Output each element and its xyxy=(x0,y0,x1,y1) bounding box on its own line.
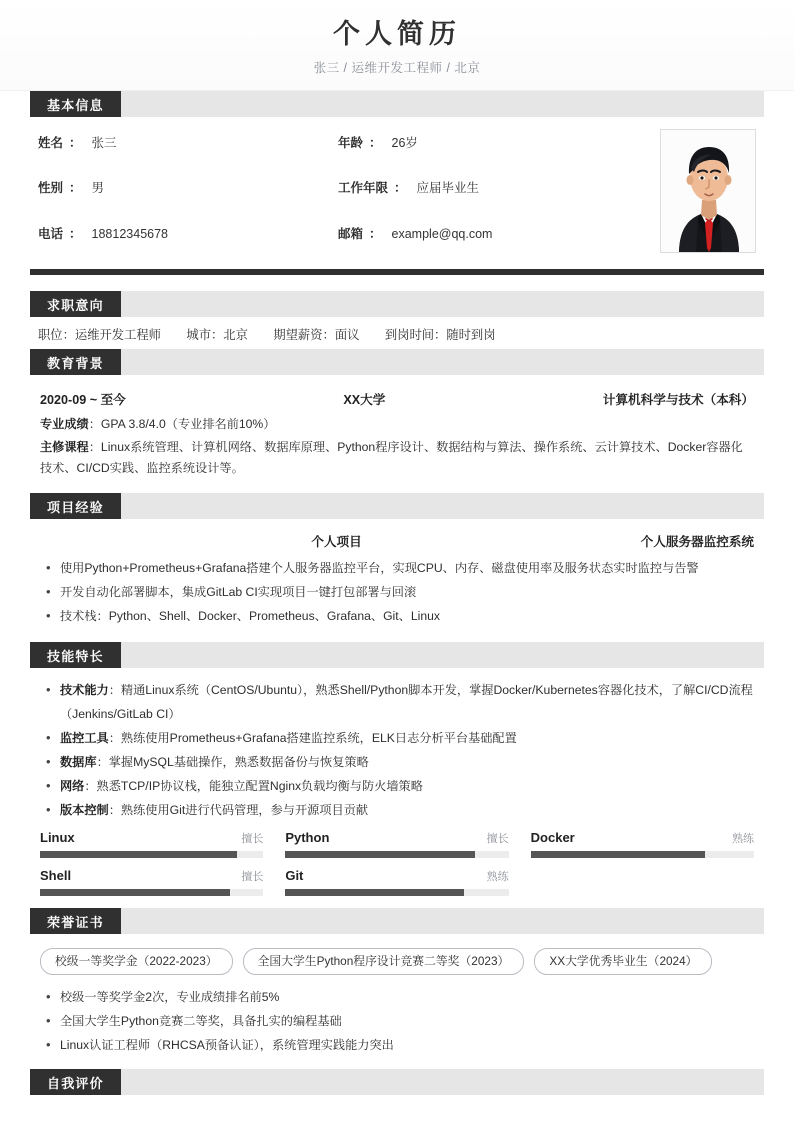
skill-bar-level: 擅长 xyxy=(486,833,509,845)
list-item xyxy=(60,774,756,798)
field-email-value: example@qq.com xyxy=(391,226,493,241)
field-gender xyxy=(38,180,338,207)
skill-bar-head xyxy=(531,830,754,846)
skill-label: 技术能力 xyxy=(60,683,109,697)
skill-bullets xyxy=(38,678,756,822)
basic-info-grid xyxy=(38,129,660,253)
status-badge: XX大学优秀毕业生（2024） xyxy=(534,948,712,975)
section-title-education: 教育背景 xyxy=(30,349,121,375)
skill-bar-fill xyxy=(40,851,237,858)
section-header-project xyxy=(30,493,764,519)
skill-bar-linux xyxy=(40,830,263,858)
skill-bar-docker xyxy=(531,830,754,858)
section-header-intent xyxy=(30,291,764,317)
section-title-skills: 技能特长 xyxy=(30,642,121,668)
field-experience xyxy=(338,180,660,207)
honors-block xyxy=(30,934,764,1063)
skill-text: ：掌握MySQL基础操作，熟悉数据备份与恢复策略 xyxy=(96,755,369,769)
intent-city: 城市：北京 xyxy=(186,328,248,342)
honor-bullets xyxy=(38,985,756,1057)
list-item: • Linux认证工程师（RHCSA预备认证），系统管理实践能力突出 xyxy=(60,1033,756,1057)
project-block xyxy=(30,519,764,634)
skill-bar-level: 擅长 xyxy=(241,871,264,883)
field-gender-label: 性别 xyxy=(38,181,64,196)
field-gender-sep: ： xyxy=(69,181,82,196)
honor-chip-list xyxy=(38,940,756,983)
section-header-honors xyxy=(30,908,764,934)
basic-info-block xyxy=(30,117,764,263)
list-item: • 全国大学生Python竞赛二等奖，具备扎实的编程基础 xyxy=(60,1009,756,1033)
list-item: • 开发自动化部署脚本，集成GitLab CI实现项目一键打包部署与回滚 xyxy=(60,580,756,604)
skill-bar-track xyxy=(285,851,508,858)
section-title-project: 项目经验 xyxy=(30,493,121,519)
list-item xyxy=(60,726,756,750)
list-item xyxy=(60,798,756,822)
skill-bar-python xyxy=(285,830,508,858)
education-gpa-value: ：GPA 3.8/4.0（专业排名前10%） xyxy=(88,417,276,431)
skill-bar-head xyxy=(40,868,263,884)
skill-bar-fill xyxy=(285,889,464,896)
project-name: 个人项目 xyxy=(311,535,362,549)
skill-bar-empty-slot xyxy=(531,868,754,896)
field-name-sep: ： xyxy=(69,136,82,150)
education-courses xyxy=(38,437,756,479)
field-gender-value: 男 xyxy=(91,181,105,196)
section-title-self: 自我评价 xyxy=(30,1069,121,1095)
field-phone xyxy=(38,226,338,253)
field-experience-value: 应届毕业生 xyxy=(416,181,480,196)
education-courses-label: 主修课程 xyxy=(40,440,89,454)
skill-bar-level: 熟练 xyxy=(486,871,509,883)
skill-bar-head xyxy=(285,830,508,846)
field-phone-label: 电话 xyxy=(38,226,64,241)
skills-block xyxy=(30,668,764,904)
section-header-basic xyxy=(30,91,764,117)
skill-bar-name: Docker xyxy=(530,830,575,845)
intent-row xyxy=(30,317,764,349)
education-courses-value: ：Linux系统管理、计算机网络、数据库原理、Python程序设计、数据结构与算法、操作系统、云计算技术、Docker容器化技术、CI/CD实践、监控系统设计等。 xyxy=(40,440,743,475)
project-title: 个人服务器监控系统 xyxy=(640,535,754,549)
field-experience-label: 工作年限 xyxy=(338,181,389,196)
skill-bar-fill xyxy=(285,851,475,858)
avatar-illustration xyxy=(661,130,756,253)
field-age-label: 年龄 xyxy=(338,136,364,150)
skill-bar-track xyxy=(40,889,263,896)
list-item: • 使用Python+Prometheus+Grafana搭建个人服务器监控平台，实现CPU、内存、磁盘使用率及服务状态实时监控与告警 xyxy=(60,556,756,580)
skill-bar-level: 熟练 xyxy=(731,833,754,845)
page-title: 个人简历 xyxy=(333,19,461,49)
education-gpa-label: 专业成绩 xyxy=(40,417,89,431)
skill-bar-name: Linux xyxy=(40,830,75,845)
status-badge: 校级一等奖学金（2022-2023） xyxy=(40,948,233,975)
skill-bar-track xyxy=(40,851,263,858)
field-experience-sep: ： xyxy=(394,181,407,196)
intent-salary: 期望薪资：面议 xyxy=(273,328,360,342)
skill-bar-name: Git xyxy=(285,868,304,883)
list-item: • 校级一等奖学金2次，专业成绩排名前5% xyxy=(60,985,756,1009)
avatar xyxy=(660,129,756,253)
skill-text: ：熟练使用Git进行代码管理，参与开源项目贡献 xyxy=(108,803,369,817)
education-period: 2020-09 ~ 至今 xyxy=(40,393,126,407)
field-age-value: 26岁 xyxy=(391,136,418,150)
resume-header xyxy=(0,0,794,91)
skill-bar-git xyxy=(285,868,508,896)
skill-bar-head xyxy=(40,830,263,846)
section-header-skills xyxy=(30,642,764,668)
field-email xyxy=(338,226,660,253)
status-badge: 全国大学生Python程序设计竞赛二等奖（2023） xyxy=(243,948,525,975)
skill-text: ：精通Linux系统（CentOS/Ubuntu），熟悉Shell/Python脚本开发，掌握Docker/Kubernetes容器化技术，了解CI/CD流程（Jenkins/GitLab CI） xyxy=(60,683,753,721)
education-gpa xyxy=(38,414,756,435)
field-phone-sep: ： xyxy=(69,226,82,241)
skill-bar-fill xyxy=(531,851,705,858)
skill-label: 版本控制 xyxy=(60,803,109,817)
section-title-intent: 求职意向 xyxy=(30,291,121,317)
section-header-education xyxy=(30,349,764,375)
field-age xyxy=(338,135,660,162)
field-name-label: 姓名 xyxy=(38,136,64,150)
list-item xyxy=(60,750,756,774)
field-email-sep: ： xyxy=(369,226,382,241)
skill-bar-name: Shell xyxy=(40,868,72,883)
field-age-sep: ： xyxy=(369,136,382,150)
field-name-value: 张三 xyxy=(91,136,117,150)
field-email-label: 邮箱 xyxy=(338,226,364,241)
skill-bar-name: Python xyxy=(285,830,330,845)
education-major: 计算机科学与技术（本科） xyxy=(602,393,754,407)
page-subtitle: 张三 / 运维开发工程师 / 北京 xyxy=(313,61,481,75)
section-title-basic: 基本信息 xyxy=(30,91,121,117)
section-header-self xyxy=(30,1069,764,1095)
education-school: XX大学 xyxy=(343,393,386,407)
field-phone-value: 18812345678 xyxy=(91,226,169,241)
section-title-honors: 荣誉证书 xyxy=(30,908,121,934)
skill-label: 监控工具 xyxy=(60,731,109,745)
education-block xyxy=(30,375,764,487)
intent-onboard: 到岗时间：随时到岗 xyxy=(384,328,496,342)
skill-bar-head xyxy=(285,868,508,884)
section-divider-bar xyxy=(30,269,764,275)
skill-bar-fill xyxy=(40,889,230,896)
project-bullets xyxy=(38,556,756,628)
skill-text: ：熟练使用Prometheus+Grafana搭建监控系统，ELK日志分析平台基础配置 xyxy=(108,731,517,745)
list-item: • 技术栈：Python、Shell、Docker、Prometheus、Grafana、Git、Linux xyxy=(60,604,756,628)
intent-position: 职位：运维开发工程师 xyxy=(38,328,161,342)
skill-text: ：熟悉TCP/IP协议栈，能独立配置Nginx负载均衡与防火墙策略 xyxy=(84,779,423,793)
skill-bar-level: 擅长 xyxy=(241,833,264,845)
list-item xyxy=(60,678,756,726)
field-name xyxy=(38,135,338,162)
skill-label: 数据库 xyxy=(60,755,97,769)
skill-label: 网络 xyxy=(60,779,85,793)
skill-bar-track xyxy=(531,851,754,858)
skill-bar-track xyxy=(285,889,508,896)
education-heading-row xyxy=(38,387,756,414)
skill-bar-grid xyxy=(38,822,756,898)
project-heading-row xyxy=(38,527,756,554)
skill-bar-shell xyxy=(40,868,263,896)
